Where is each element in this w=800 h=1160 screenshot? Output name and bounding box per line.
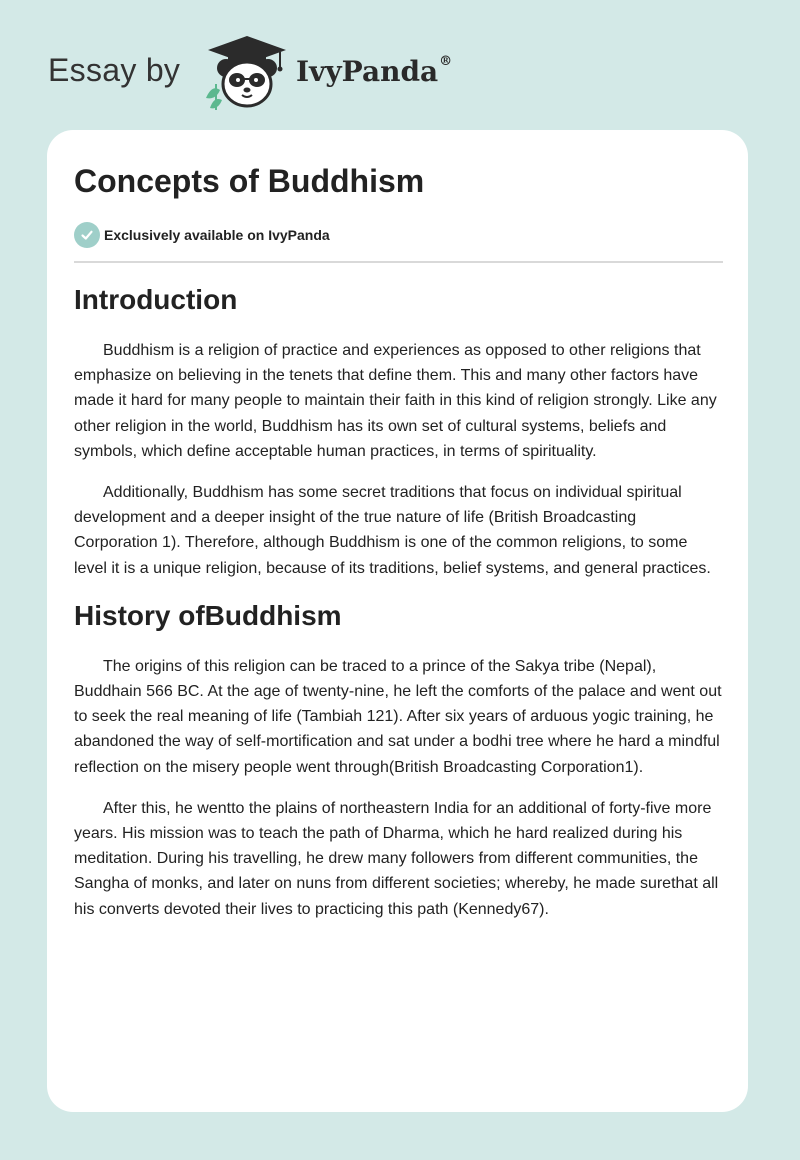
section-heading: Introduction	[74, 284, 238, 315]
paragraph: Buddhism is a religion of practice and experiences as opposed to other religions that emphasize on believing in the tenets that define them. This and many other factors have made it hard for many people to maintain their faith in this kind of religion strongly. Like any other religion in the world, Buddhism has its own set of cultural systems, beliefs and symbols, which define acceptable human practices, in terms of spirituality.	[74, 342, 717, 460]
badge-label: Exclusively available on IvyPanda	[104, 227, 330, 243]
panda-logo-icon[interactable]	[202, 34, 292, 110]
essay-card	[47, 130, 748, 1112]
paragraph: Additionally, Buddhism has some secret traditions that focus on individual spiritual development and a deeper insight of the true nature of life (British Broadcasting Corporation 1). Therefore, although Buddhism is one of the common religions, to some level it is a unique religion, because of its traditions, belief systems, and general practices.	[74, 484, 711, 577]
paragraph: After this, he wentto the plains of northeastern India for an additional of forty-five more years. His mission was to teach the path of Dharma, which he hard realized during his meditation. During his travelling, he drew many followers from different communities, the Sangha of monks, and later on nuns from different societies; whereby, he made surethat all his converts devoted their lives to practicing this path (Kennedy67).	[74, 799, 719, 918]
section-introduction	[74, 283, 723, 581]
site-header	[48, 34, 508, 110]
essay-body	[74, 283, 723, 938]
essay-by-label: Essay by	[48, 52, 181, 88]
section-heading: History ofBuddhism	[74, 599, 342, 631]
exclusive-badge	[74, 222, 330, 248]
paragraph: The origins of this religion can be traced to a prince of the Sakya tribe (Nepal), Buddhain 566 BC. At the age of twenty-nine, he left the comforts of the palace and went out to seek the real meaning of life (Tambiah 121). After six years of arduous yogic training, he abandoned the way of self-mortification and sat under a bodhi tree where he hard a mindful reflection on the misery people went through(British Broadcasting Corporation1).	[74, 657, 722, 776]
check-circle-icon	[74, 222, 100, 248]
page-title: Concepts of Buddhism	[74, 163, 425, 199]
section-history	[74, 599, 723, 922]
divider	[74, 261, 723, 263]
brand-name[interactable]: IvyPanda®	[296, 54, 453, 88]
